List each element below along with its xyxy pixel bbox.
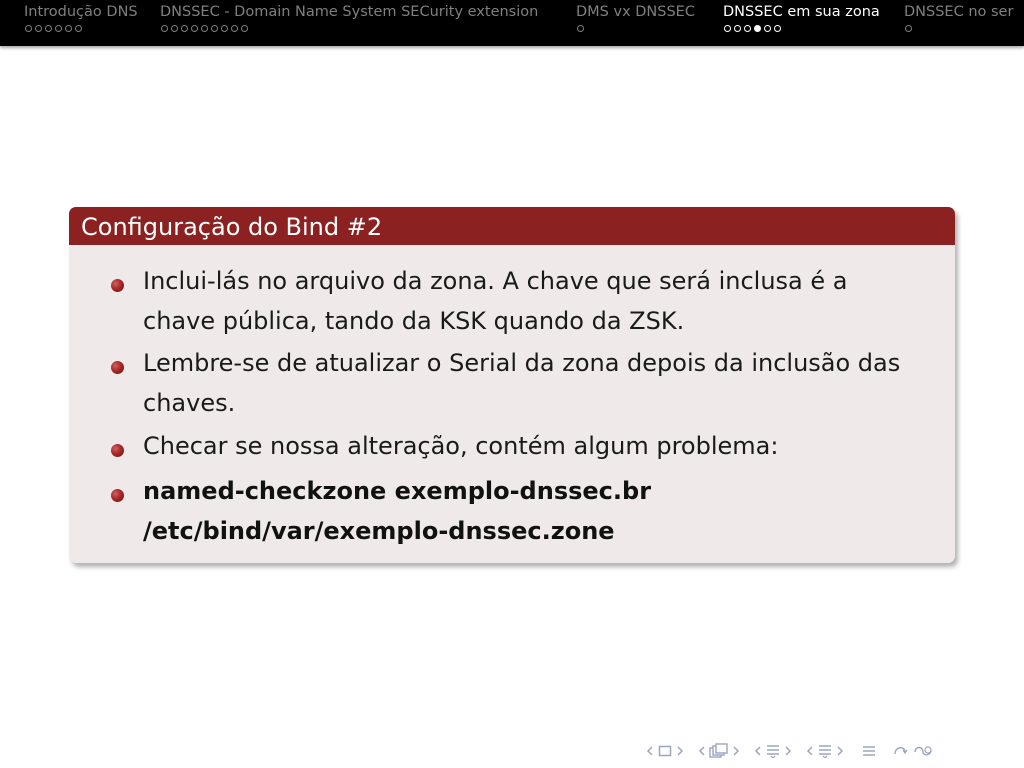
- prev-section-arrow-icon[interactable]: [804, 746, 816, 756]
- nav-section-dnssec-em-sua-zona[interactable]: [723, 3, 880, 32]
- frame-dot[interactable]: [75, 25, 82, 32]
- frame-dot[interactable]: [65, 25, 72, 32]
- next-slide-arrow-icon[interactable]: [674, 746, 686, 756]
- bullet-icon: [111, 279, 124, 292]
- nav-section-title: DNSSEC no ser: [904, 4, 1014, 20]
- current-frame-dot[interactable]: [754, 25, 761, 32]
- frame-dot[interactable]: [171, 25, 178, 32]
- frame-dot[interactable]: [734, 25, 741, 32]
- navigation-bar: [0, 0, 1024, 46]
- frame-dot[interactable]: [577, 25, 584, 32]
- frame-dot[interactable]: [191, 25, 198, 32]
- list-item-line: Checar se nossa alteração, contém algum problema:: [143, 432, 779, 460]
- nav-section-dms-vx-dnssec[interactable]: [576, 3, 695, 32]
- nav-section-dnssec-no-servidor[interactable]: [904, 3, 1013, 32]
- frame-dot[interactable]: [744, 25, 751, 32]
- next-section-arrow-icon[interactable]: [834, 746, 846, 756]
- frame-dot[interactable]: [241, 25, 248, 32]
- bullet-icon: [111, 361, 124, 374]
- block-title: Configuração do Bind #2: [69, 207, 955, 245]
- frame-dot[interactable]: [231, 25, 238, 32]
- frame-dot[interactable]: [25, 25, 32, 32]
- frame-dot[interactable]: [55, 25, 62, 32]
- nav-section-dnssec-extension[interactable]: [160, 3, 538, 32]
- beamer-navigation-symbols: [644, 742, 934, 760]
- nav-section-dots: [905, 25, 1013, 32]
- nav-section-dots: [25, 25, 138, 32]
- nav-section-dots: [724, 25, 880, 32]
- subsection-icon[interactable]: [764, 744, 782, 758]
- frame-dot[interactable]: [764, 25, 771, 32]
- list-item-line: Lembre-se de atualizar o Serial da zona depois da inclusão das: [143, 349, 901, 377]
- frame-dot[interactable]: [221, 25, 228, 32]
- list-item-line: Inclui-lás no arquivo da zona. A chave que será inclusa é a: [143, 267, 848, 295]
- bullet-icon: [111, 489, 124, 502]
- nav-section-title: DNSSEC em sua zona: [723, 4, 880, 20]
- section-icon[interactable]: [816, 744, 834, 758]
- subsection-frames-icon[interactable]: [708, 743, 730, 759]
- back-icon[interactable]: [892, 744, 912, 758]
- prev-slide-arrow-icon[interactable]: [644, 746, 656, 756]
- list-item-line-command: /etc/bind/var/exemplo-dnssec.zone: [143, 517, 615, 545]
- nav-section-title: Introdução DNS: [24, 4, 138, 20]
- document-align-icon[interactable]: [860, 744, 878, 758]
- next-frame-arrow-icon[interactable]: [730, 746, 742, 756]
- content-block: [69, 207, 955, 563]
- frame-dot[interactable]: [905, 25, 912, 32]
- nav-section-title: DMS vx DNSSEC: [576, 4, 695, 20]
- frame-dot[interactable]: [211, 25, 218, 32]
- bullet-icon: [111, 444, 124, 457]
- list-item-line-command: named-checkzone exemplo-dnssec.br: [143, 477, 652, 505]
- list-item-line: chaves.: [143, 389, 236, 417]
- next-subsection-arrow-icon[interactable]: [782, 746, 794, 756]
- prev-subsection-arrow-icon[interactable]: [752, 746, 764, 756]
- frame-dot[interactable]: [45, 25, 52, 32]
- nav-section-dots: [161, 25, 538, 32]
- search-icon[interactable]: [912, 744, 934, 758]
- nav-section-introducao-dns[interactable]: [24, 3, 138, 32]
- prev-frame-arrow-icon[interactable]: [696, 746, 708, 756]
- frame-dot[interactable]: [201, 25, 208, 32]
- frame-dot[interactable]: [181, 25, 188, 32]
- nav-section-dots: [577, 25, 695, 32]
- frame-dot[interactable]: [161, 25, 168, 32]
- slide-frame-icon[interactable]: [656, 745, 674, 757]
- frame-dot[interactable]: [724, 25, 731, 32]
- frame-dot[interactable]: [774, 25, 781, 32]
- list-item-line: chave pública, tando da KSK quando da ZSK.: [143, 307, 685, 335]
- frame-dot[interactable]: [35, 25, 42, 32]
- nav-section-title: DNSSEC - Domain Name System SECurity extension: [160, 4, 539, 20]
